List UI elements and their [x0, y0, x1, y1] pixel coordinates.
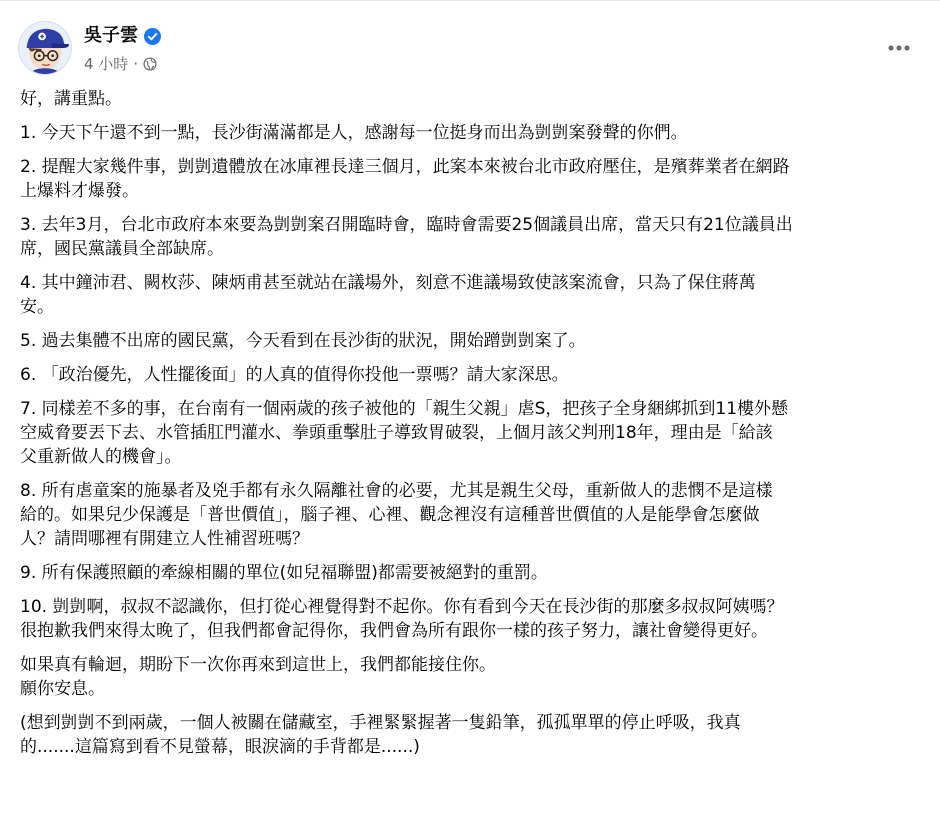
- post-paragraph: [20, 397, 920, 469]
- globe-icon[interactable]: [143, 57, 157, 71]
- post-paragraph: [20, 121, 920, 145]
- post-paragraph: [20, 595, 920, 643]
- post-paragraph: [20, 561, 920, 585]
- author-name[interactable]: 吳子雲: [84, 25, 138, 46]
- post-text-line: 給的。如果兒少保護是「普世價值」，腦子裡、心裡、觀念裡沒有這種普世價值的人是能學會怎麼做: [20, 505, 760, 525]
- post-timestamp[interactable]: 4 小時: [84, 55, 129, 73]
- post-text-line: 很抱歉我們來得太晚了，但我們都會記得你，我們會為所有跟你一樣的孩子努力，讓社會變得更好。: [20, 621, 768, 641]
- post-text-line: 7. 同樣差不多的事，在台南有一個兩歲的孩子被他的「親生父親」虐S，把孩子全身綑綁抓到11樓外懸: [20, 399, 789, 419]
- post-text-line: 父重新做人的機會」。: [20, 447, 182, 467]
- post-paragraph: [20, 329, 920, 353]
- post-text-line: 願你安息。: [20, 679, 105, 699]
- post-paragraph: [20, 271, 920, 319]
- post-meta: [84, 54, 157, 74]
- verified-badge-icon: [144, 28, 161, 45]
- avatar-illustration-icon: [19, 22, 71, 74]
- post-paragraph: [20, 213, 920, 261]
- author-avatar[interactable]: [18, 21, 72, 75]
- post-text-line: 空威脅要丟下去、水管插肛門灌水、拳頭重擊肚子導致胃破裂，上個月該父判刑18年，理由是「給該: [20, 423, 773, 443]
- post-paragraph: [20, 363, 920, 387]
- post-body: [20, 87, 920, 769]
- post-text-line: 2. 提醒大家幾件事，剴剴遺體放在冰庫裡長達三個月，此案本來被台北市政府壓住，是殯葬業者在網路: [20, 157, 790, 177]
- post-text-line: 人？請問哪裡有開建立人性補習班嗎？: [20, 529, 309, 549]
- post-text-line: 9. 所有保護照顧的牽線相關的單位(如兒福聯盟)都需要被絕對的重罰。: [20, 563, 548, 583]
- post-text-line: (想到剴剴不到兩歲，一個人被關在儲藏室，手裡緊緊握著一隻鉛筆，孤孤單單的停止呼吸，我真: [20, 713, 741, 733]
- post-text-line: 好，講重點。: [20, 89, 122, 109]
- post-text-line: 的.......這篇寫到看不見螢幕，眼淚滴的手背都是......): [20, 737, 420, 757]
- post-text-line: 6. 「政治優先，人性擺後面」的人真的值得你投他一票嗎？請大家深思。: [20, 365, 569, 385]
- author-line: [84, 24, 161, 48]
- post-header: [18, 21, 922, 77]
- post-text-line: 1. 今天下午還不到一點，長沙街滿滿都是人，感謝每一位挺身而出為剴剴案發聲的你們。: [20, 123, 688, 143]
- post-paragraph: [20, 653, 920, 701]
- post-text-line: 上爆料才爆發。: [20, 181, 139, 201]
- more-options-icon: [887, 44, 911, 52]
- post-text-line: 席，國民黨議員全部缺席。: [20, 239, 224, 259]
- post-text-line: 5. 過去集體不出席的國民黨，今天看到在長沙街的狀況，開始蹭剴剴案了。: [20, 331, 586, 351]
- post-text-line: 4. 其中鐘沛君、闕枚莎、陳炳甫甚至就站在議場外，刻意不進議場致使該案流會，只為了保住蔣萬: [20, 273, 756, 293]
- post-text-line: 如果真有輪迴，期盼下一次你再來到這世上，我們都能接住你。: [20, 655, 496, 675]
- post-paragraph: [20, 155, 920, 203]
- post-text-line: 3. 去年3月，台北市政府本來要為剴剴案召開臨時會，臨時會需要25個議員出席，當天只有21位議員出: [20, 215, 793, 235]
- post-text-line: 10. 剴剴啊，叔叔不認識你，但打從心裡覺得對不起你。你有看到今天在長沙街的那麼多叔叔阿姨嗎？: [20, 597, 784, 617]
- post-text-line: 安。: [20, 297, 54, 317]
- post-text-line: 8. 所有虐童案的施暴者及兇手都有永久隔離社會的必要，尤其是親生父母，重新做人的悲憫不是這樣: [20, 481, 773, 501]
- post-paragraph: [20, 711, 920, 759]
- more-options-button[interactable]: [882, 31, 916, 65]
- post-paragraph: [20, 87, 920, 111]
- post-paragraph: [20, 479, 920, 551]
- meta-separator: ·: [133, 55, 139, 73]
